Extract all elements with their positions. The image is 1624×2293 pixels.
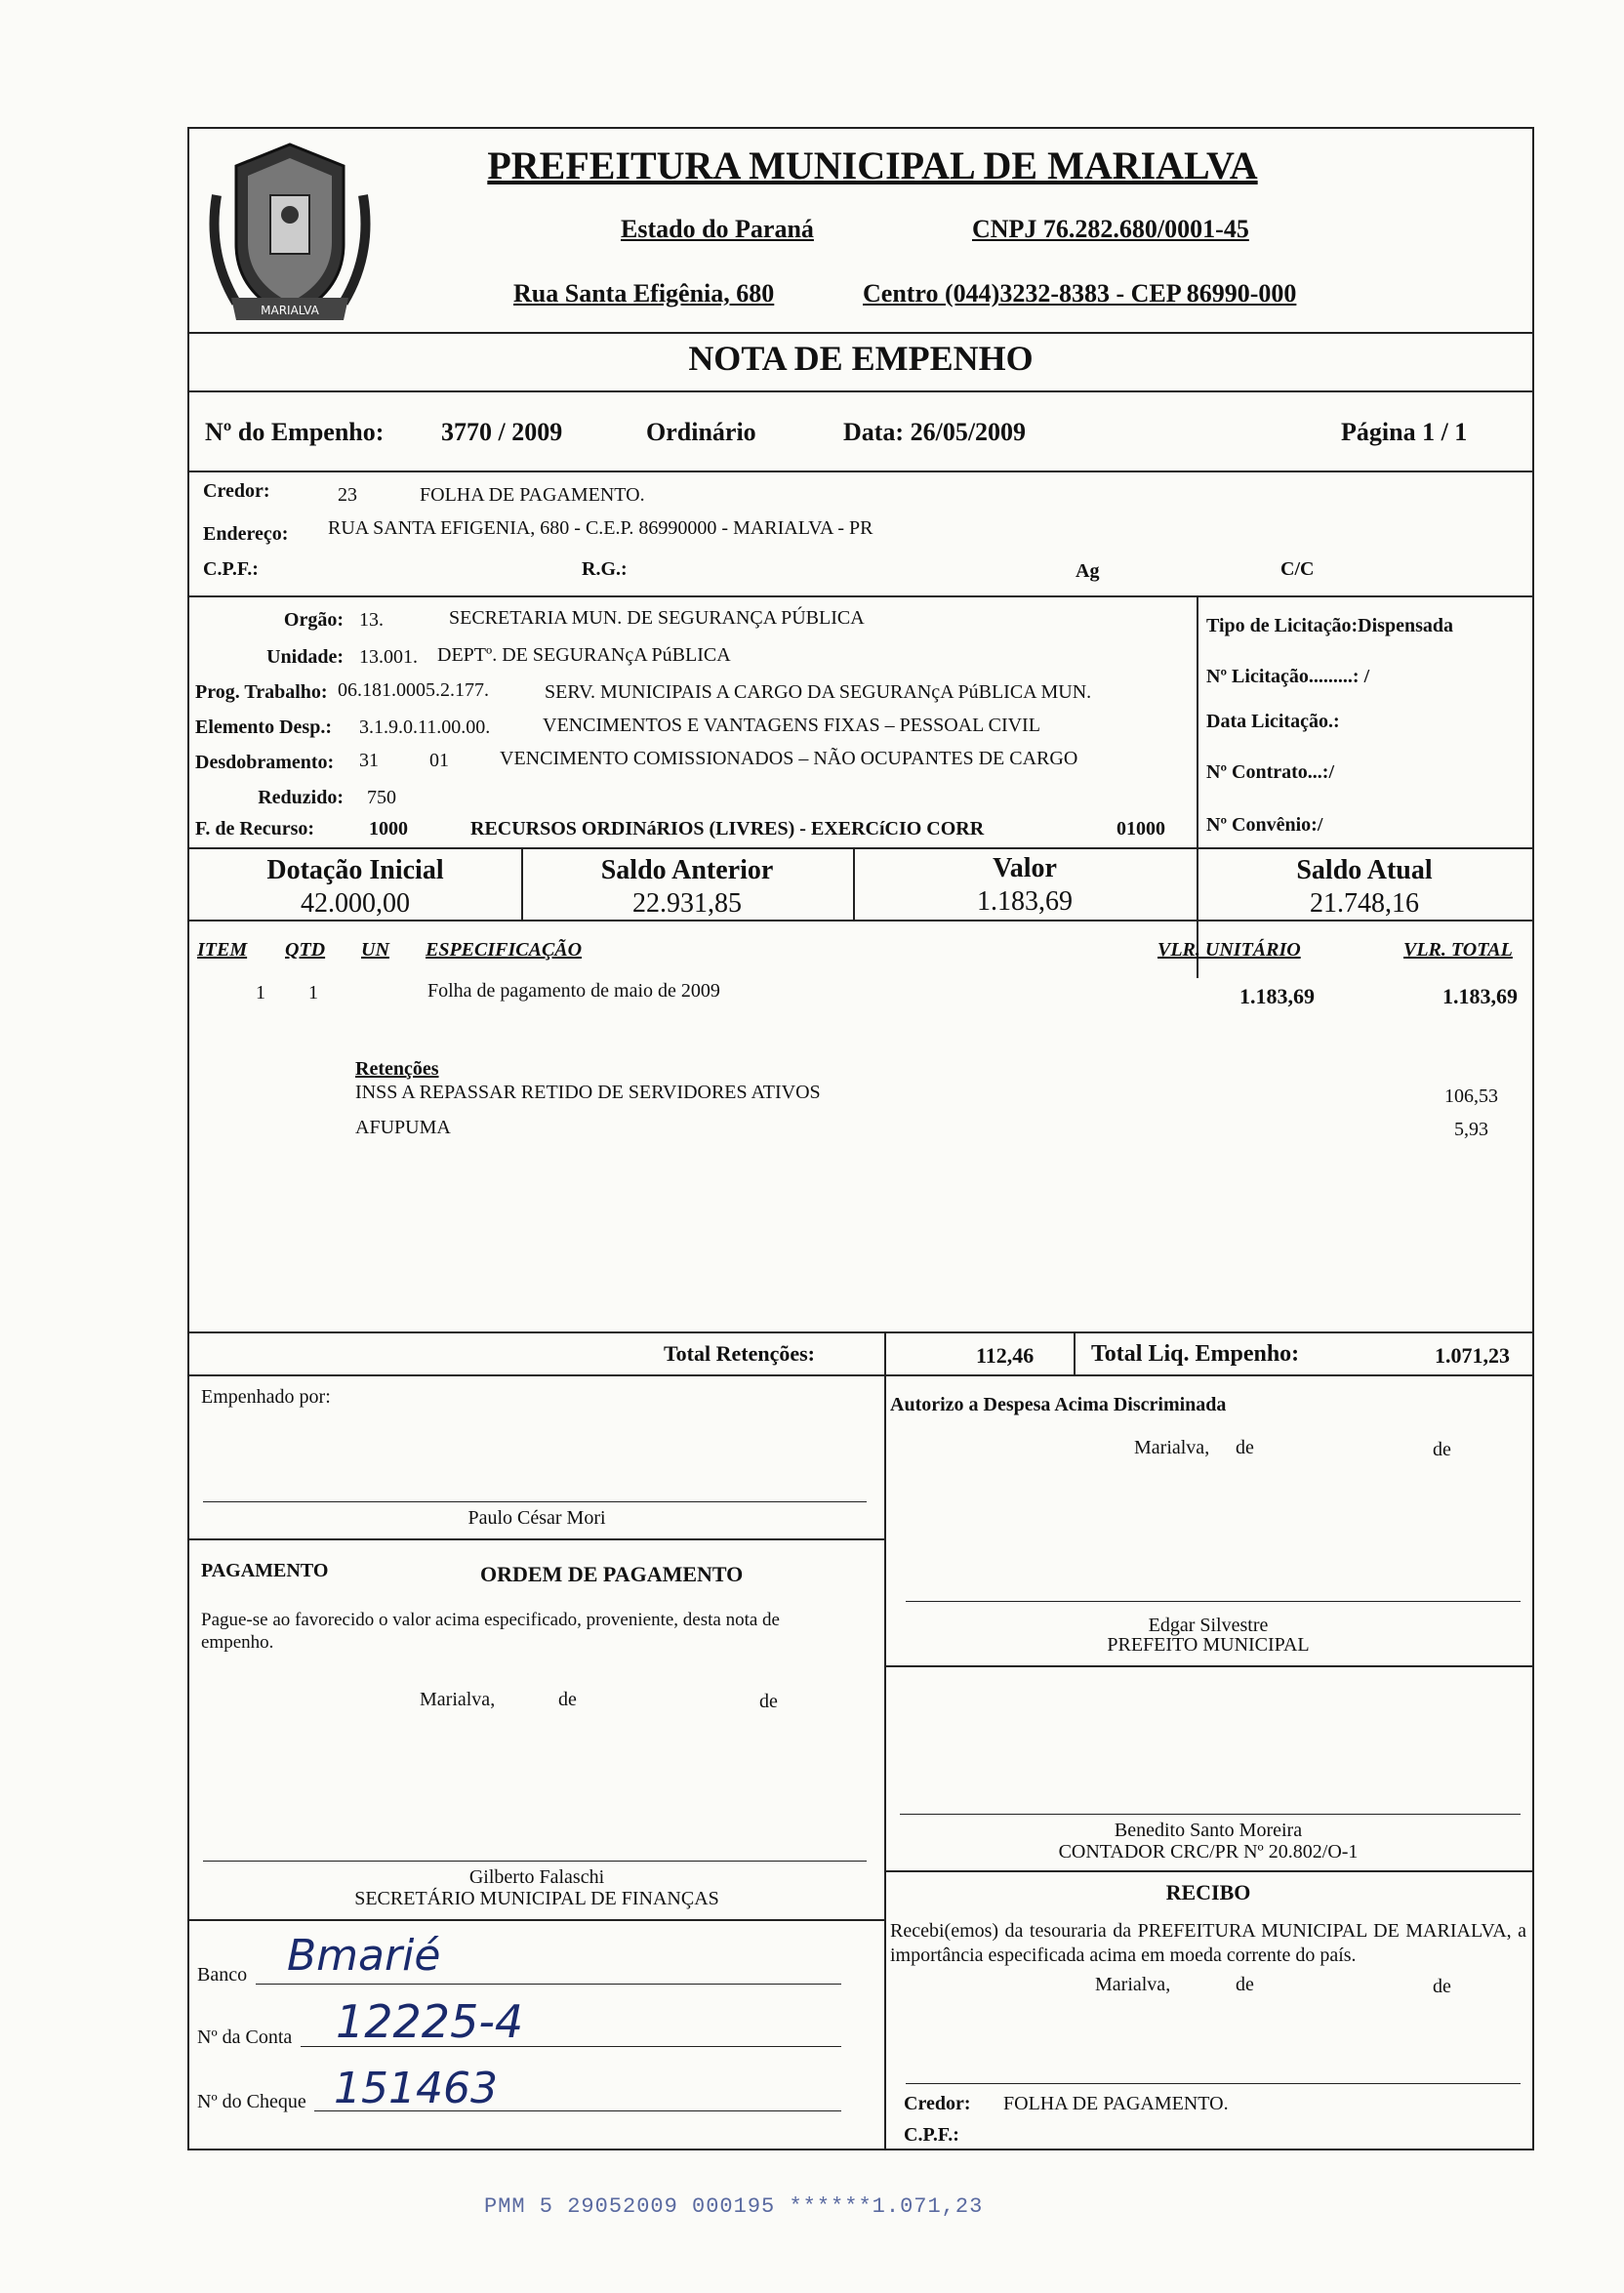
item-spec: Folha de pagamento de maio de 2009 [427, 980, 720, 1002]
recurso-code-2: 01000 [1116, 818, 1165, 839]
ordem-pagamento-label: ORDEM DE PAGAMENTO [480, 1562, 744, 1586]
retencao-inss-desc: INSS A REPASSAR RETIDO DE SERVIDORES ATIVOS [355, 1082, 821, 1103]
payment-stamp: PMM 5 29052009 000195 ******1.071,23 [484, 2194, 984, 2219]
col-item: ITEM [197, 939, 248, 961]
valor-value: 1.183,69 [977, 886, 1073, 917]
orgao-name: SECRETARIA MUN. DE SEGURANÇA PÚBLICA [449, 607, 865, 629]
valor-label: Valor [993, 853, 1057, 883]
ag-label: Ag [1076, 560, 1100, 582]
nota-de-empenho [187, 127, 1534, 2150]
recibo-de-1: de [1236, 1974, 1254, 1995]
recibo-title: RECIBO [1165, 1880, 1251, 1904]
empenhado-por-name: Paulo César Mori [467, 1507, 606, 1529]
banco-value: Bmarié [287, 1931, 441, 1981]
rg-label: R.G.: [582, 558, 628, 580]
retencao-afupuma-value: 5,93 [1454, 1119, 1488, 1140]
autorizo-label: Autorizo a Despesa Acima Discriminada [890, 1394, 1227, 1415]
conta-label: Nº da Conta [197, 2027, 293, 2048]
recibo-de-2: de [1433, 1976, 1451, 1997]
col-un: UN [361, 939, 389, 961]
prefeito-role: PREFEITO MUNICIPAL [1107, 1634, 1310, 1656]
saldo-atual-value: 21.748,16 [1310, 888, 1419, 919]
orgao-code: 13. [359, 609, 384, 631]
empenho-date: Data: 26/05/2009 [843, 418, 1027, 446]
address-label: Endereço: [203, 523, 289, 545]
total-liquido-value: 1.071,23 [1435, 1343, 1510, 1368]
unidade-label: Unidade: [266, 646, 344, 668]
elemento-code: 3.1.9.0.11.00.00. [359, 717, 491, 738]
municipal-crest-logo [197, 137, 383, 332]
prog-code: 06.181.0005.2.177. [338, 679, 489, 701]
orgao-label: Orgão: [283, 609, 344, 631]
prog-name: SERV. MUNICIPAIS A CARGO DA SEGURANçA PúBLICA MUN. [545, 681, 1092, 703]
pagamento-de-1: de [558, 1689, 577, 1710]
street-address: Rua Santa Efigênia, 680 [513, 279, 775, 307]
dotacao-inicial-label: Dotação Inicial [266, 855, 444, 885]
unidade-name: DEPTº. DE SEGURANçA PúBLICA [437, 644, 731, 666]
total-retencoes-value: 112,46 [976, 1343, 1035, 1368]
recurso-label: F. de Recurso: [195, 818, 315, 839]
item-qtd: 1 [308, 982, 318, 1003]
cc-label: C/C [1280, 558, 1315, 580]
licitacao-data: Data Licitação.: [1206, 711, 1340, 732]
recibo-cpf-label: C.P.F.: [904, 2124, 959, 2146]
recurso-code: 1000 [369, 818, 408, 839]
total-retencoes-label: Total Retenções: [664, 1341, 815, 1366]
empenho-type: Ordinário [646, 418, 756, 446]
credor-label: Credor: [203, 480, 270, 502]
empenho-number-label: Nº do Empenho: [205, 418, 385, 446]
contador-name: Benedito Santo Moreira [1114, 1820, 1303, 1841]
document-title: NOTA DE EMPENHO [688, 339, 1034, 378]
saldo-atual-label: Saldo Atual [1296, 855, 1433, 885]
district-phone-cep: Centro (044)3232-8383 - CEP 86990-000 [863, 279, 1297, 307]
desdobramento-code: 31 [359, 750, 379, 771]
autorizo-place: Marialva, [1134, 1437, 1210, 1458]
empenhado-por-label: Empenhado por: [201, 1386, 331, 1408]
col-qtd: QTD [285, 939, 326, 961]
state-name: Estado do Paraná [621, 215, 814, 243]
prog-label: Prog. Trabalho: [195, 681, 328, 703]
dotacao-inicial-value: 42.000,00 [301, 888, 410, 919]
licitacao-tipo: Tipo de Licitação:Dispensada [1206, 615, 1453, 636]
recibo-place: Marialva, [1095, 1974, 1171, 1995]
cheque-value: 151463 [334, 2064, 498, 2113]
pagamento-de-2: de [759, 1691, 778, 1712]
convenio-numero: Nº Convênio:/ [1206, 814, 1323, 836]
autorizo-de-2: de [1433, 1439, 1451, 1460]
empenho-number: 3770 / 2009 [441, 418, 563, 446]
retencao-inss-value: 106,53 [1444, 1085, 1498, 1107]
recibo-credor-label: Credor: [904, 2093, 971, 2114]
desdobramento-name: VENCIMENTO COMISSIONADOS – NÃO OCUPANTES DE CARGO [500, 748, 1078, 769]
pagamento-label: PAGAMENTO [201, 1560, 329, 1581]
total-liquido-label: Total Liq. Empenho: [1091, 1341, 1300, 1367]
reduzido-label: Reduzido: [258, 787, 344, 808]
elemento-label: Elemento Desp.: [195, 717, 332, 738]
cheque-label: Nº do Cheque [197, 2091, 306, 2112]
prefeito-name: Edgar Silvestre [1148, 1615, 1269, 1636]
elemento-name: VENCIMENTOS E VANTAGENS FIXAS – PESSOAL CIVIL [543, 715, 1040, 736]
pagamento-place: Marialva, [420, 1689, 496, 1710]
credor-name: FOLHA DE PAGAMENTO. [420, 484, 645, 506]
autorizo-de-1: de [1236, 1437, 1254, 1458]
credor-address: RUA SANTA EFIGENIA, 680 - C.E.P. 86990000 - MARIALVA - PR [328, 517, 873, 539]
contrato-numero: Nº Contrato...:/ [1206, 761, 1335, 783]
licitacao-numero: Nº Licitação.........: / [1206, 666, 1370, 687]
page-number: Página 1 / 1 [1341, 418, 1468, 446]
recibo-credor-name: FOLHA DE PAGAMENTO. [1003, 2093, 1229, 2114]
conta-value: 12225-4 [336, 1995, 524, 2048]
saldo-anterior-label: Saldo Anterior [600, 855, 774, 885]
credor-code: 23 [338, 484, 357, 506]
cnpj: CNPJ 76.282.680/0001-45 [972, 215, 1249, 243]
col-vlr-total: VLR. TOTAL [1403, 939, 1513, 961]
desdobramento-subcode: 01 [429, 750, 449, 771]
svg-text:MARIALVA: MARIALVA [261, 304, 319, 317]
secretario-name: Gilberto Falaschi [468, 1866, 605, 1888]
banco-label: Banco [197, 1964, 248, 1986]
saldo-anterior-value: 22.931,85 [632, 888, 742, 919]
cpf-label: C.P.F.: [203, 558, 259, 580]
recurso-name: RECURSOS ORDINáRIOS (LIVRES) - EXERCíCIO CORR [470, 818, 985, 839]
desdobramento-label: Desdobramento: [195, 752, 335, 773]
retencoes-title: Retenções [355, 1058, 439, 1080]
retencao-afupuma-desc: AFUPUMA [355, 1117, 451, 1138]
item-total-value: 1.183,69 [1442, 984, 1518, 1008]
municipality-title: PREFEITURA MUNICIPAL DE MARIALVA [487, 143, 1258, 187]
unidade-code: 13.001. [359, 646, 418, 668]
item-unit-value: 1.183,69 [1239, 984, 1315, 1008]
col-especificacao: ESPECIFICAÇÃO [426, 939, 583, 961]
col-vlr-unitario: VLR. UNITÁRIO [1157, 939, 1301, 961]
pagamento-text: Pague-se ao favorecido o valor acima especificado, proveniente, desta nota de empenho. [201, 1610, 780, 1653]
contador-role: CONTADOR CRC/PR Nº 20.802/O-1 [1058, 1841, 1359, 1863]
reduzido-value: 750 [367, 787, 396, 808]
secretario-role: SECRETÁRIO MUNICIPAL DE FINANÇAS [354, 1888, 719, 1909]
item-number: 1 [256, 982, 265, 1003]
recibo-text: Recebi(emos) da tesouraria da PREFEITURA MUNICIPAL DE MARIALVA, a importância especificada acima em moeda corrente do país. [890, 1920, 1526, 1966]
